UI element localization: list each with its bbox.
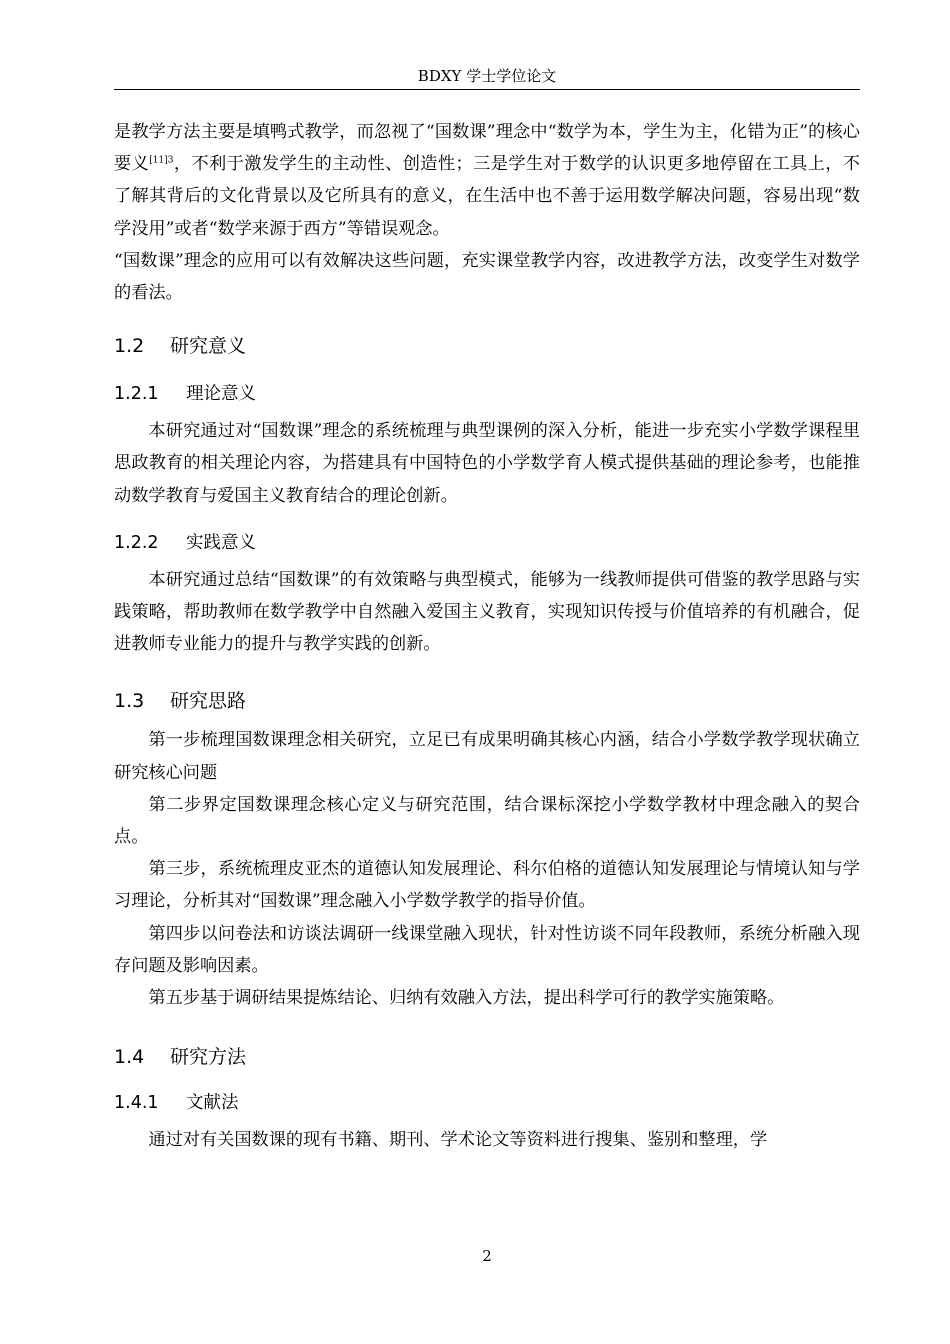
section-number: 1.2 (114, 335, 145, 358)
theory-paragraph: 本研究通过对“国数课”理念的系统梳理与典型课例的深入分析，能进一步充实小学数学课程里思政教育的相关理论内容，为搭建具有中国特色的小学数学育人模式提供基础的理论参考，也能推动数学教育与爱国主义教育结合的理论创新。 (114, 421, 860, 506)
subsection-title: 理论意义 (186, 384, 256, 405)
step-paragraph-3: 第三步，系统梳理皮亚杰的道德认知发展理论、科尔伯格的道德认知发展理论与情境认知与学习理论，分析其对“国数课”理念融入小学数学教学的指导价值。 (114, 859, 860, 912)
intro-text-cont: ，不利于激发学生的主动性、创造性；三是学生对于数学的认识更多地停留在工具上，不了解其背后的文化背景以及它所具有的意义，在生活中也不善于运用数学解决问题，容易出现“数学没用”或者“数学来源于西方”等错误观念。 (114, 154, 860, 239)
intro-paragraph (114, 116, 860, 245)
section-number: 1.3 (114, 690, 145, 713)
subsection-number: 1.2.1 (114, 384, 159, 405)
section-title: 研究方法 (170, 1046, 247, 1069)
citation-ref: [11]3 (149, 155, 174, 166)
page-body (114, 116, 860, 1156)
literature-method-paragraph: 通过对有关国数课的现有书籍、期刊、学术论文等资料进行搜集、鉴别和整理，学 (148, 1130, 768, 1151)
subsection-number: 1.4.1 (114, 1093, 159, 1114)
step-paragraph-5: 第五步基于调研结果提炼结论、归纳有效融入方法，提出科学可行的教学实施策略。 (148, 988, 785, 1009)
subsection-heading-1-4-1 (114, 1086, 860, 1120)
subsection-number: 1.2.2 (114, 532, 159, 553)
subsection-heading-1-2-1 (114, 377, 860, 411)
step-paragraph-2: 第二步界定国数课理念核心定义与研究范围，结合课标深挖小学数学教材中理念融入的契合点。 (114, 794, 860, 848)
intro-paragraph-2: “国数课”理念的应用可以有效解决这些问题，充实课堂教学内容，改进教学方法，改变学生对数学的看法。 (114, 250, 860, 304)
section-heading-1-4 (114, 1038, 860, 1076)
step-paragraph-4: 第四步以问卷法和访谈法调研一线课堂融入现状，针对性访谈不同年段教师，系统分析融入现存问题及影响因素。 (114, 923, 860, 976)
practice-paragraph: 本研究通过总结“国数课”的有效策略与典型模式，能够为一线教师提供可借鉴的教学思路与实践策略，帮助教师在数学教学中自然融入爱国主义教育，实现知识传授与价值培养的有机融合，促进教师专业能力的提升与教学实践的创新。 (114, 569, 860, 655)
subsection-title: 实践意义 (186, 532, 256, 553)
section-title: 研究思路 (170, 690, 247, 713)
subsection-title: 文献法 (186, 1093, 239, 1114)
step-paragraph-1: 第一步梳理国数课理念相关研究，立足已有成果明确其核心内涵，结合小学数学教学现状确立研究核心问题 (114, 730, 860, 783)
intro-text: 是教学方法主要是填鸭式教学，而忽视了“国数课”理念中“数学为本，学生为主，化错为正”的核心要义 (114, 122, 860, 175)
section-heading-1-2 (114, 327, 860, 365)
section-number: 1.4 (114, 1046, 145, 1069)
section-title: 研究意义 (170, 335, 247, 358)
subsection-heading-1-2-2 (114, 526, 860, 560)
page-number: 2 (482, 1247, 492, 1265)
header-rule (114, 89, 860, 90)
running-header: BDXY 学士学位论文 (417, 67, 557, 85)
section-heading-1-3 (114, 682, 860, 720)
